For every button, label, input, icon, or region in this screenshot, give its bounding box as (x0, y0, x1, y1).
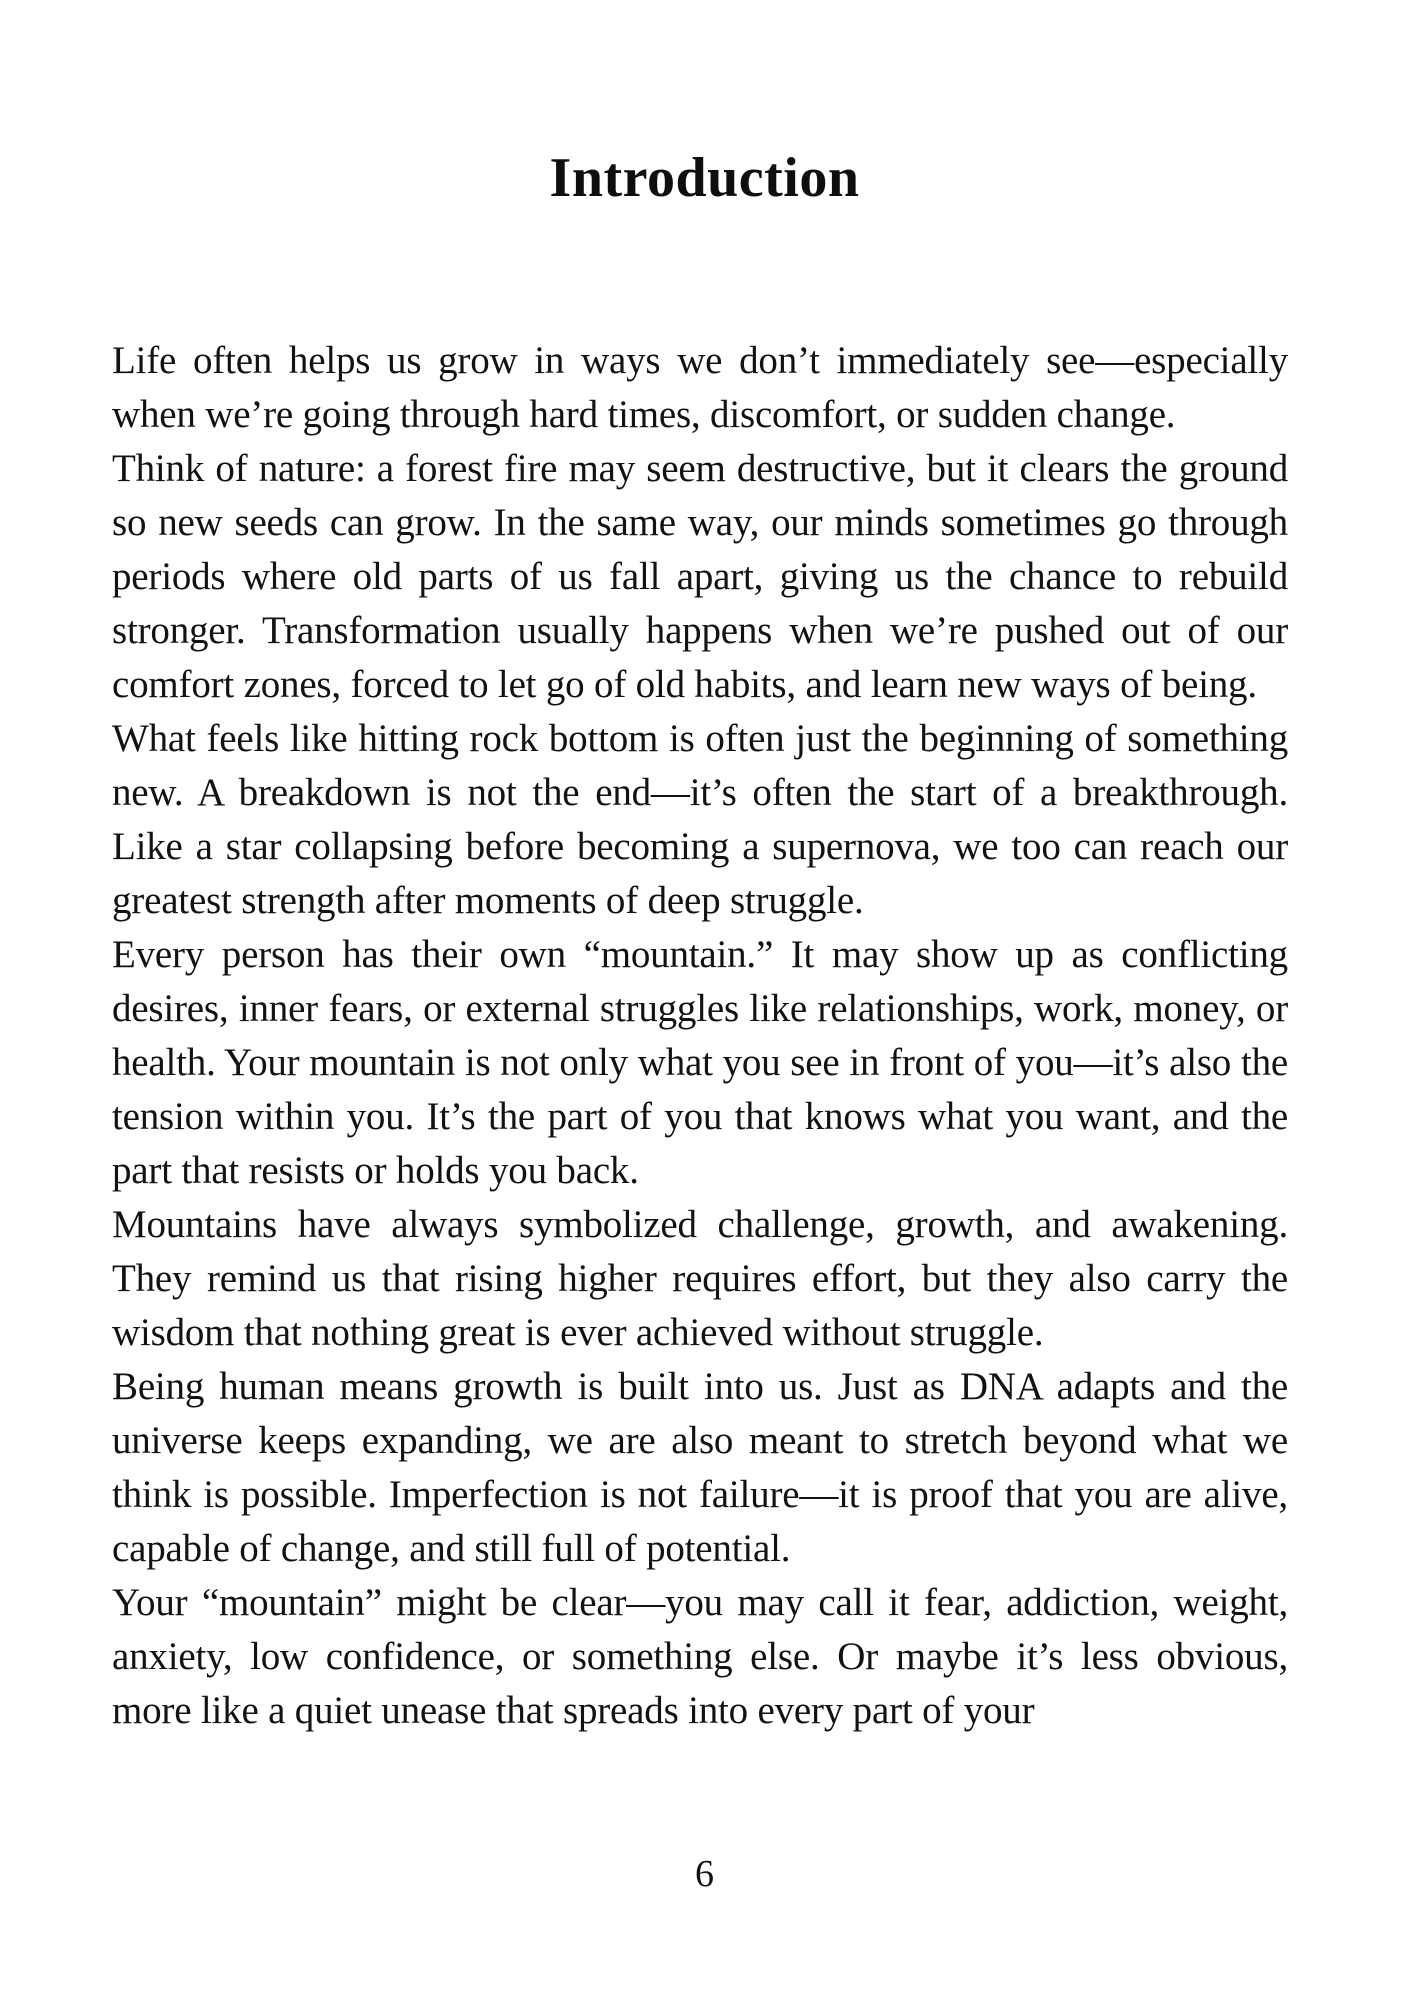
page-number: 6 (695, 1853, 714, 1895)
paragraph: Think of nature: a forest fire may seem destructive, but it clears the ground so new seeds can grow. In the same way, our minds sometimes go through periods where old parts of us fall apart, giving us the chance to rebuild stronger. Transformation usually happens when we’re pushed out of our comfort zones, forced to let go of old habits, and learn new ways of being. (112, 447, 1288, 706)
paragraph: Life often helps us grow in ways we don’t immediately see—especially when we’re going through hard times, discomfort, or sudden change. (112, 339, 1288, 436)
paragraph: Mountains have always symbolized challenge, growth, and awakening. They remind us that rising higher requires effort, but they also carry the wisdom that nothing great is ever achieved without struggle. (112, 1203, 1288, 1354)
paragraph: What feels like hitting rock bottom is often just the beginning of something new. A breakdown is not the end—it’s often the start of a breakthrough. Like a star collapsing before becoming a supernova, we too can reach our greatest strength after moments of deep struggle. (112, 717, 1288, 922)
paragraph: Your “mountain” might be clear—you may call it fear, addiction, weight, anxiety, low confidence, or something else. Or maybe it’s less obvious, more like a quiet unease that spreads into every part of your (112, 1581, 1288, 1732)
paragraph: Being human means growth is built into us. Just as DNA adapts and the universe keeps expanding, we are also meant to stretch beyond what we think is possible. Imperfection is not failure—it is proof that you are alive, capable of change, and still full of potential. (112, 1365, 1288, 1570)
paragraph: Every person has their own “mountain.” It may show up as conflicting desires, inner fears, or external struggles like relationships, work, money, or health. Your mountain is not only what you see in front of you—it’s also the tension within you. It’s the part of you that knows what you want, and the part that resists or holds you back. (112, 933, 1288, 1192)
page-body (112, 334, 1288, 1738)
page-title: Introduction (549, 147, 860, 209)
